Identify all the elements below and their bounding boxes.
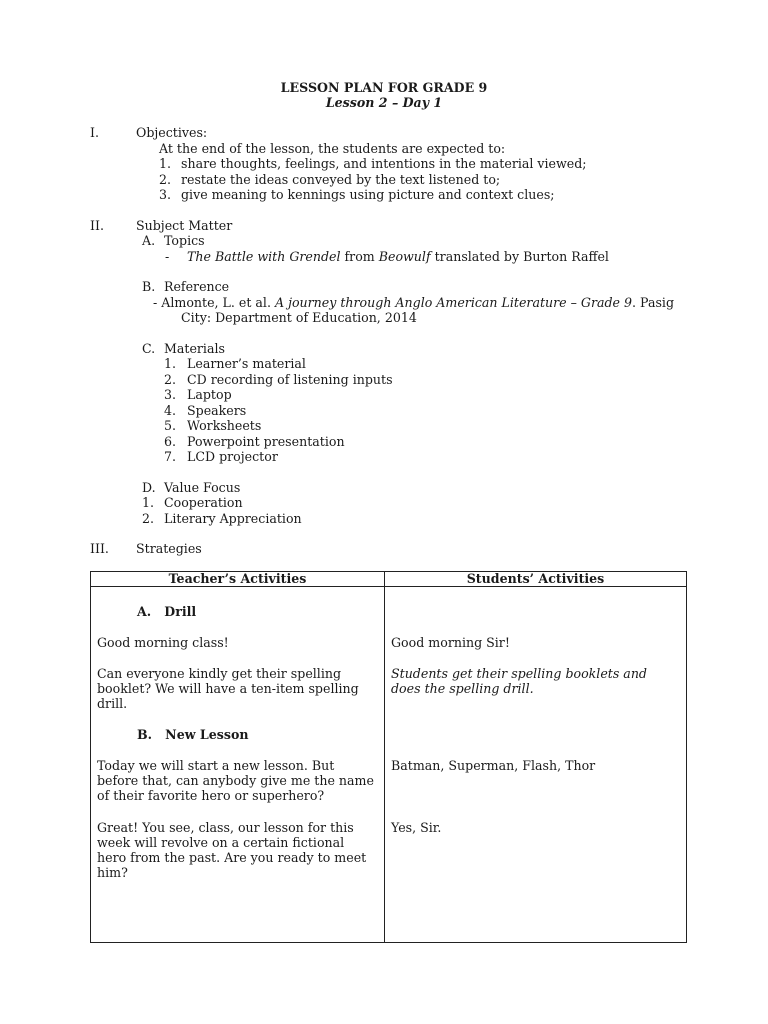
- material-number: 6.: [164, 434, 177, 449]
- page-title: LESSON PLAN FOR GRADE 9: [280, 80, 488, 95]
- value-focus-heading: Value Focus: [164, 480, 241, 495]
- objective-number: 2.: [159, 172, 172, 187]
- topics-line: [187, 249, 609, 264]
- reference-letter: B.: [142, 279, 156, 294]
- reference-suffix: . Pasig: [632, 295, 675, 310]
- strategies-table: [90, 571, 687, 943]
- material-item: Learner’s material: [187, 356, 306, 371]
- reference-line-2: City: Department of Education, 2014: [181, 310, 417, 325]
- topic-source: Beowulf: [378, 249, 431, 264]
- value-number: 2.: [142, 511, 155, 526]
- strategies-numeral: III.: [90, 541, 109, 556]
- topic-rest: translated by Burton Raffel: [430, 249, 609, 264]
- student-ready: Yes, Sir.: [391, 820, 442, 835]
- teacher-booklet: Can everyone kindly get their spelling booklet? We will have a ten-item spelling drill.: [97, 666, 359, 711]
- reference-line: [153, 295, 674, 310]
- topic-title: The Battle with Grendel: [187, 249, 341, 264]
- subject-matter-heading: Subject Matter: [136, 218, 233, 233]
- material-number: 4.: [164, 403, 177, 418]
- material-number: 2.: [164, 372, 177, 387]
- teacher-activities-cell: [91, 587, 385, 943]
- topics-letter: A.: [142, 233, 156, 248]
- material-item: CD recording of listening inputs: [187, 372, 393, 387]
- teacher-hero-question: Today we will start a new lesson. But before that, can anybody give me the name of their favorite hero or superhero?: [97, 758, 374, 803]
- reference-prefix: - Almonte, L. et al.: [153, 295, 275, 310]
- student-heroes: Batman, Superman, Flash, Thor: [391, 758, 596, 773]
- topics-heading: Topics: [164, 233, 205, 248]
- objective-item: share thoughts, feelings, and intentions in the material viewed;: [181, 156, 587, 171]
- material-number: 3.: [164, 387, 177, 402]
- materials-letter: C.: [142, 341, 156, 356]
- objectives-heading: Objectives:: [136, 125, 208, 140]
- students-activities-cell: [385, 587, 687, 943]
- drill-heading: A. Drill: [137, 604, 197, 619]
- subject-matter-numeral: II.: [90, 218, 104, 233]
- reference-book: A journey through Anglo American Literature – Grade 9: [274, 295, 633, 310]
- material-number: 7.: [164, 449, 177, 464]
- material-number: 1.: [164, 356, 177, 371]
- objectives-intro: At the end of the lesson, the students are expected to:: [159, 141, 506, 156]
- table-row: [91, 587, 687, 943]
- objective-item: restate the ideas conveyed by the text listened to;: [181, 172, 501, 187]
- objective-number: 3.: [159, 187, 172, 202]
- student-booklet: Students get their spelling booklets and does the spelling drill.: [391, 666, 647, 696]
- objectives-numeral: I.: [90, 125, 99, 140]
- reference-heading: Reference: [164, 279, 230, 294]
- material-item: Speakers: [187, 403, 247, 418]
- topics-dash: -: [165, 249, 170, 264]
- table-header-row: [91, 572, 687, 587]
- page-subtitle: Lesson 2 – Day 1: [325, 95, 443, 110]
- material-item: LCD projector: [187, 449, 278, 464]
- new-lesson-heading: B. New Lesson: [137, 727, 249, 742]
- teacher-great: Great! You see, class, our lesson for this week will revolve on a certain fictional hero from the past. Are you ready to meet him?: [97, 820, 367, 880]
- materials-heading: Materials: [164, 341, 225, 356]
- material-item: Powerpoint presentation: [187, 434, 345, 449]
- material-number: 5.: [164, 418, 177, 433]
- value-focus-letter: D.: [142, 480, 156, 495]
- material-item: Worksheets: [187, 418, 262, 433]
- value-number: 1.: [142, 495, 155, 510]
- value-item: Cooperation: [164, 495, 243, 510]
- objective-number: 1.: [159, 156, 172, 171]
- material-item: Laptop: [187, 387, 232, 402]
- student-greeting: Good morning Sir!: [391, 635, 510, 650]
- teacher-greeting: Good morning class!: [97, 635, 229, 650]
- strategies-heading: Strategies: [136, 541, 202, 556]
- students-activities-header: Students’ Activities: [385, 572, 687, 587]
- objective-item: give meaning to kennings using picture and context clues;: [181, 187, 555, 202]
- teacher-activities-header: Teacher’s Activities: [91, 572, 385, 587]
- value-item: Literary Appreciation: [164, 511, 302, 526]
- topic-from: from: [340, 249, 379, 264]
